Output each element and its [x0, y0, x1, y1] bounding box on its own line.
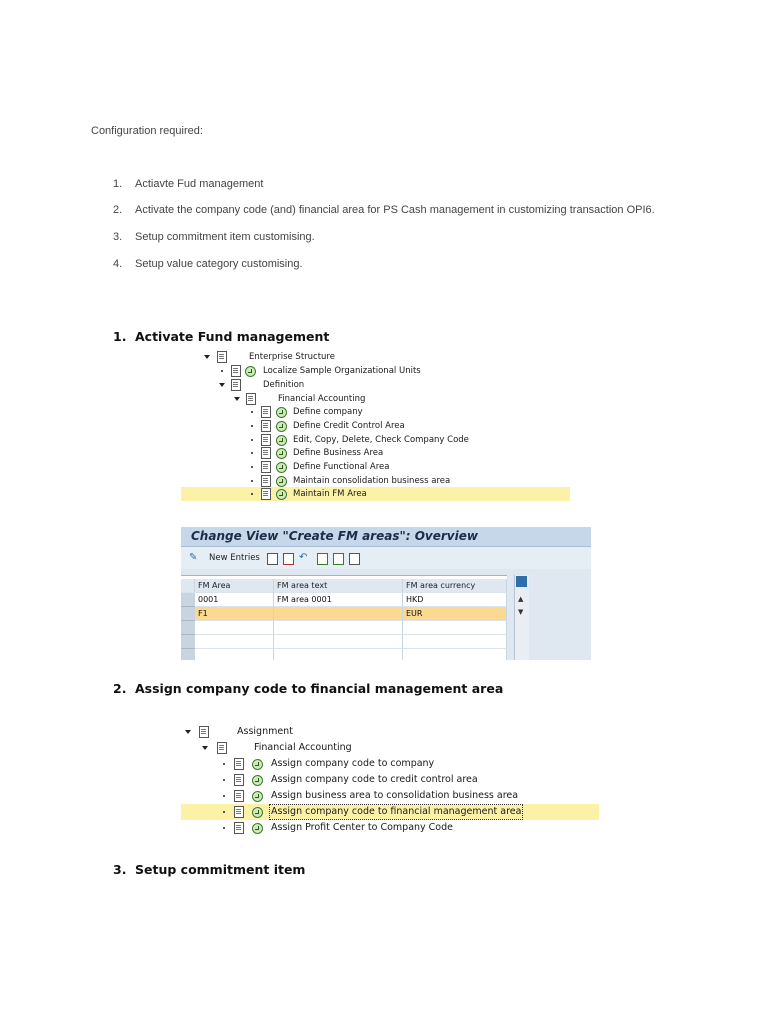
change-view-title: Change View "Create FM areas": Overview	[181, 527, 591, 547]
bullet-icon	[223, 763, 225, 765]
bullet-icon	[251, 493, 253, 495]
row-selector[interactable]	[181, 635, 195, 649]
tree-node-define-credit-control-area[interactable]	[181, 419, 570, 433]
row-selector[interactable]	[181, 593, 195, 607]
section-heading	[113, 329, 329, 344]
table-cell[interactable]: EUR	[403, 607, 507, 621]
execute-icon[interactable]	[276, 489, 287, 500]
document-icon	[246, 393, 256, 405]
document-icon	[261, 406, 271, 418]
new-entries-icon[interactable]: ✎	[189, 552, 198, 563]
table-cell[interactable]: FM area 0001	[274, 593, 403, 607]
document-icon	[261, 475, 271, 487]
tree-node-label: Assign company code to credit control area	[271, 774, 478, 785]
execute-icon[interactable]	[276, 462, 287, 473]
tree-node-definition[interactable]	[181, 378, 570, 392]
requirement-text: Actiavte Fud management	[135, 178, 264, 190]
execute-icon[interactable]	[276, 435, 287, 446]
document-icon	[234, 806, 244, 818]
bullet-icon	[251, 439, 253, 441]
bullet-icon	[223, 811, 225, 813]
tree-node-label: Assignment	[237, 726, 293, 737]
requirement-number: 3.	[113, 231, 123, 243]
tree-node-maintain-consolidation[interactable]	[181, 474, 570, 488]
requirement-item	[113, 231, 315, 243]
requirement-number: 2.	[113, 204, 123, 216]
column-settings-icon[interactable]	[516, 576, 527, 587]
column-header[interactable]: FM area text	[274, 579, 403, 593]
document-icon	[261, 488, 271, 500]
row-selector-header	[181, 579, 195, 593]
tree-node-label: Enterprise Structure	[249, 352, 335, 362]
tree-node-label: Definition	[263, 380, 305, 390]
tree-node-localize[interactable]	[181, 364, 570, 378]
document-icon	[231, 379, 241, 391]
table-cell[interactable]	[403, 621, 507, 635]
execute-icon[interactable]	[252, 759, 263, 770]
tree-node-label: Define Credit Control Area	[293, 421, 405, 431]
expand-icon[interactable]	[219, 383, 225, 387]
tree-node-assign-cc-credit-control[interactable]	[181, 772, 599, 788]
assignment-tree	[181, 716, 599, 840]
section-number: 1.	[113, 329, 127, 344]
section-title: Setup commitment item	[135, 862, 306, 877]
document-icon	[261, 420, 271, 432]
table-cell[interactable]	[403, 635, 507, 649]
bullet-icon	[251, 480, 253, 482]
requirement-number: 1.	[113, 178, 123, 190]
row-selector[interactable]	[181, 607, 195, 621]
execute-icon[interactable]	[252, 807, 263, 818]
document-icon	[234, 790, 244, 802]
bullet-icon	[251, 452, 253, 454]
change-view-panel	[181, 527, 591, 660]
tree-node-label: Financial Accounting	[254, 742, 352, 753]
select-all-icon[interactable]	[317, 553, 328, 565]
document-icon	[217, 351, 227, 363]
tree-node-define-business-area[interactable]	[181, 446, 570, 460]
section-number: 3.	[113, 862, 127, 877]
document-icon	[217, 742, 227, 754]
execute-icon[interactable]	[276, 448, 287, 459]
tree-node-assign-cc-fm-area[interactable]	[181, 804, 599, 820]
table-cell[interactable]: F1	[195, 607, 274, 621]
bullet-icon	[251, 466, 253, 468]
enterprise-structure-tree	[181, 344, 570, 506]
document-icon	[234, 822, 244, 834]
requirement-item	[113, 258, 303, 270]
document-icon	[261, 447, 271, 459]
tree-node-financial-accounting[interactable]	[181, 392, 570, 406]
tree-node-label: Localize Sample Organizational Units	[263, 366, 421, 376]
tree-node-financial-accounting[interactable]	[181, 740, 599, 756]
section-number: 2.	[113, 681, 127, 696]
tree-node-label: Define Business Area	[293, 448, 384, 458]
change-view-toolbar	[181, 547, 591, 569]
table-cell[interactable]	[195, 621, 274, 635]
tree-node-assign-cc-company[interactable]	[181, 756, 599, 772]
table-cell[interactable]: 0001	[195, 593, 274, 607]
document-icon	[231, 365, 241, 377]
tree-node-label: Assign Profit Center to Company Code	[271, 822, 453, 833]
document-icon	[261, 434, 271, 446]
fm-areas-table	[181, 575, 507, 660]
section-title: Assign company code to financial management area	[135, 681, 504, 696]
tree-node-define-functional-area[interactable]	[181, 460, 570, 474]
tree-node-label: Define company	[293, 407, 363, 417]
tree-node-assign-ba-consolidation[interactable]	[181, 788, 599, 804]
requirement-text: Setup value category customising.	[135, 258, 303, 270]
requirement-text: Activate the company code (and) financial area for PS Cash management in customizing transaction OPI6.	[135, 204, 655, 216]
scroll-down-icon[interactable]: ▼	[518, 608, 524, 616]
document-icon	[261, 461, 271, 473]
row-selector[interactable]	[181, 649, 195, 660]
tree-node-label: Define Functional Area	[293, 462, 390, 472]
requirement-text: Setup commitment item customising.	[135, 231, 315, 243]
tree-node-label: Assign business area to consolidation business area	[271, 790, 519, 801]
document-icon	[199, 726, 209, 738]
expand-icon[interactable]	[202, 746, 208, 750]
table-cell[interactable]	[274, 635, 403, 649]
table-cell[interactable]	[195, 635, 274, 649]
intro-text: Configuration required:	[91, 125, 203, 137]
bullet-icon	[223, 827, 225, 829]
row-selector[interactable]	[181, 621, 195, 635]
tree-node-define-company[interactable]	[181, 405, 570, 419]
execute-icon[interactable]	[245, 366, 256, 377]
copy-icon[interactable]	[267, 553, 278, 565]
table-cell[interactable]: HKD	[403, 593, 507, 607]
bullet-icon	[221, 370, 223, 372]
tree-node-edit-company-code[interactable]	[181, 433, 570, 447]
requirement-item	[113, 204, 655, 216]
column-header[interactable]: FM Area	[195, 579, 274, 593]
table-cell[interactable]	[274, 607, 403, 621]
column-header[interactable]: FM area currency	[403, 579, 507, 593]
bullet-icon	[251, 411, 253, 413]
bullet-icon	[223, 795, 225, 797]
table-scrollbar[interactable]	[514, 575, 529, 660]
execute-icon[interactable]	[252, 823, 263, 834]
tree-node-maintain-fm-area[interactable]	[181, 487, 570, 501]
execute-icon[interactable]	[276, 421, 287, 432]
table-cell[interactable]	[274, 649, 403, 660]
bullet-icon	[223, 779, 225, 781]
document-icon	[234, 774, 244, 786]
expand-icon[interactable]	[185, 730, 191, 734]
tree-node-label: Assign company code to financial management area	[271, 806, 522, 817]
section-heading	[113, 862, 305, 877]
execute-icon[interactable]	[252, 791, 263, 802]
tree-node-assign-profit-center[interactable]	[181, 820, 599, 836]
scroll-up-icon[interactable]: ▲	[518, 595, 524, 603]
document-icon	[234, 758, 244, 770]
table-cell[interactable]	[403, 649, 507, 660]
expand-icon[interactable]	[234, 397, 240, 401]
section-heading	[113, 681, 503, 696]
expand-icon[interactable]	[204, 355, 210, 359]
tree-node-label: Maintain FM Area	[293, 489, 367, 499]
tree-node-label: Maintain consolidation business area	[293, 476, 451, 486]
select-block-icon[interactable]	[333, 553, 344, 565]
deselect-all-icon[interactable]	[349, 553, 360, 565]
undo-icon[interactable]: ↶	[299, 552, 308, 563]
table-cell[interactable]	[274, 621, 403, 635]
execute-icon[interactable]	[252, 775, 263, 786]
tree-node-label: Assign company code to company	[271, 758, 435, 769]
delete-icon[interactable]	[283, 553, 294, 565]
requirement-number: 4.	[113, 258, 123, 270]
tree-node-label: Financial Accounting	[278, 394, 366, 404]
section-title: Activate Fund management	[135, 329, 330, 344]
tree-node-enterprise-structure[interactable]	[181, 350, 570, 364]
bullet-icon	[251, 425, 253, 427]
new-entries-button[interactable]: New Entries	[209, 553, 260, 563]
tree-node-assignment[interactable]	[181, 724, 599, 740]
execute-icon[interactable]	[276, 407, 287, 418]
requirement-item	[113, 178, 263, 190]
tree-node-label: Edit, Copy, Delete, Check Company Code	[293, 435, 469, 445]
execute-icon[interactable]	[276, 476, 287, 487]
table-cell[interactable]	[195, 649, 274, 660]
